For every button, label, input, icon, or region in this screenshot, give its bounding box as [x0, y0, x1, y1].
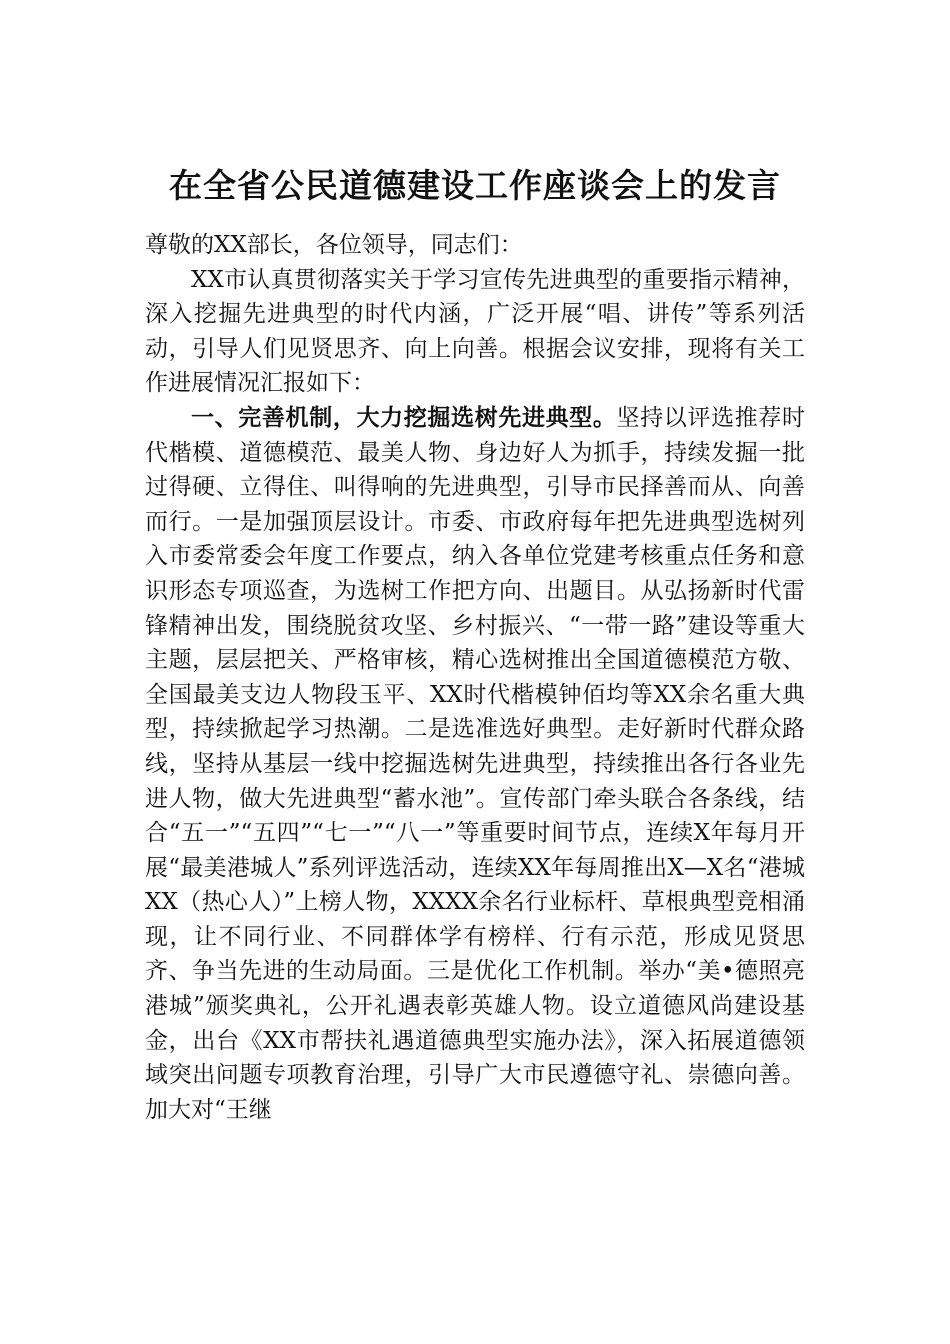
- section-1-paragraph: [145, 401, 805, 1127]
- salutation: 尊敬的XX部长，各位领导，同志们：: [145, 232, 523, 258]
- document-title: 在全省公民道德建设工作座谈会上的发言: [169, 166, 781, 205]
- section-1-heading: 一、完善机制，大力挖掘选树先进典型。: [191, 404, 617, 431]
- document-body: [145, 228, 805, 1127]
- section-1-body: 坚持以评选推荐时代楷模、道德模范、最美人物、身边好人为抓手，持续发掘一批过得硬、立得住、叫得响的先进典型，引导市民择善而从、向善而行。一是加强顶层设计。市委、市政府每年把先进典型选树列入市委常委会年度工作要点，纳入各单位党建考核重点任务和意识形态专项巡查，为选树工作把方向、出题目。从弘扬新时代雷锋精神出发，围绕脱贫攻坚、乡村振兴、“一带一路”建设等重大主题，层层把关、严格审核，精心选树推出全国道德模范方敬、全国最美支边人物段玉平、XX时代楷模钟佰均等XX余名重大典型，持续掀起学习热潮。二是选准选好典型。走好新时代群众路线，坚持从基层一线中挖掘选树先进典型，持续推出各行各业先进人物，做大先进典型“蓄水池”。宣传部门牵头联合各条线，结合“五一”“五四”“七一”“八一”等重要时间节点，连续X年每月开展“最美港城人”系列评选活动，连续XX年每周推出X—X名“港城XX（热心人）”上榜人物，XXXX余名行业标杆、草根典型竞相涌现，让不同行业、不同群体学有榜样、行有示范，形成见贤思齐、争当先进的生动局面。三是优化工作机制。举办“美•德照亮港城”颁奖典礼，公开礼遇表彰英雄人物。设立道德风尚建设基金，出台《XX市帮扶礼遇道德典型实施办法》，深入拓展道德领域突出问题专项教育治理，引导广大市民遵德守礼、崇德向善。加大对“王继: [145, 404, 806, 1123]
- intro-paragraph: XX市认真贯彻落实关于学习宣传先进典型的重要指示精神，深入挖掘先进典型的时代内涵，广泛开展“唱、讲传”等系列活动，引导人们见贤思齐、向上向善。根据会议安排，现将有关工作进展情况汇报如下：: [145, 266, 805, 397]
